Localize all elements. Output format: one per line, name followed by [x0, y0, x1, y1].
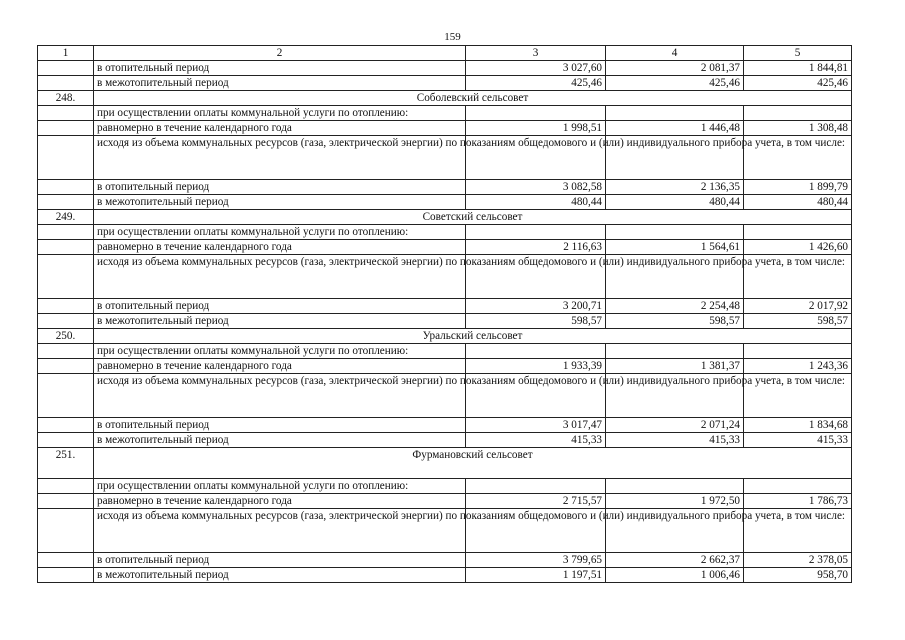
value-cell: 1 564,61	[606, 240, 744, 255]
row-label: в межотопительный период	[94, 195, 466, 210]
value-cell: 1 308,48	[744, 121, 852, 136]
value-cell: 415,33	[606, 433, 744, 448]
table-row	[38, 359, 852, 374]
value-cell: 3 027,60	[466, 61, 606, 76]
table-row	[38, 344, 852, 359]
row-label: в межотопительный период	[94, 314, 466, 329]
value-cell: 3 017,47	[466, 418, 606, 433]
table-row	[38, 225, 852, 240]
tariff-table	[37, 45, 852, 583]
value-cell: 415,33	[466, 433, 606, 448]
value-cell: 958,70	[744, 568, 852, 583]
row-label: исходя из объема коммунальных ресурсов (газа, электрической энергии) по показаниям общедомового и (или) индивидуального прибора учета, в том числе:	[94, 374, 466, 418]
section-header-row	[38, 448, 852, 479]
value-cell: 1 381,37	[606, 359, 744, 374]
value-cell: 2 378,05	[744, 553, 852, 568]
table-row	[38, 76, 852, 91]
table-row	[38, 418, 852, 433]
value-cell: 1 197,51	[466, 568, 606, 583]
table-row	[38, 433, 852, 448]
value-cell: 480,44	[744, 195, 852, 210]
table-row	[38, 180, 852, 195]
value-cell: 598,57	[606, 314, 744, 329]
column-header-1: 1	[38, 46, 94, 61]
value-cell: 3 082,58	[466, 180, 606, 195]
value-cell: 425,46	[606, 76, 744, 91]
value-cell: 1 786,73	[744, 494, 852, 509]
row-label: равномерно в течение календарного года	[94, 240, 466, 255]
row-label: при осуществлении оплаты коммунальной услуги по отоплению:	[94, 479, 466, 494]
value-cell: 598,57	[744, 314, 852, 329]
value-cell: 1 844,81	[744, 61, 852, 76]
value-cell: 2 116,63	[466, 240, 606, 255]
row-label: при осуществлении оплаты коммунальной услуги по отоплению:	[94, 225, 466, 240]
page-number: 159	[444, 31, 461, 43]
row-label: в отопительный период	[94, 418, 466, 433]
section-header-row	[38, 210, 852, 225]
row-label: в отопительный период	[94, 299, 466, 314]
row-label: исходя из объема коммунальных ресурсов (газа, электрической энергии) по показаниям общедомового и (или) индивидуального прибора учета, в том числе:	[94, 136, 466, 180]
row-label: при осуществлении оплаты коммунальной услуги по отоплению:	[94, 106, 466, 121]
value-cell: 415,33	[744, 433, 852, 448]
section-number: 250.	[38, 329, 94, 344]
table-row	[38, 121, 852, 136]
table-row	[38, 240, 852, 255]
column-header-2: 2	[94, 46, 466, 61]
table-row	[38, 509, 852, 553]
value-cell: 1 899,79	[744, 180, 852, 195]
section-header-row	[38, 91, 852, 106]
value-cell: 3 200,71	[466, 299, 606, 314]
row-label: исходя из объема коммунальных ресурсов (газа, электрической энергии) по показаниям общедомового и (или) индивидуального прибора учета, в том числе:	[94, 255, 466, 299]
table-row	[38, 314, 852, 329]
row-label: в отопительный период	[94, 553, 466, 568]
value-cell: 1 426,60	[744, 240, 852, 255]
row-label: в межотопительный период	[94, 433, 466, 448]
column-header-4: 4	[606, 46, 744, 61]
row-label: в отопительный период	[94, 180, 466, 195]
table-row	[38, 61, 852, 76]
table-row	[38, 374, 852, 418]
value-cell: 2 071,24	[606, 418, 744, 433]
row-label: равномерно в течение календарного года	[94, 494, 466, 509]
table-row	[38, 136, 852, 180]
value-cell: 3 799,65	[466, 553, 606, 568]
value-cell: 1 006,46	[606, 568, 744, 583]
section-title: Советский сельсовет	[94, 210, 852, 225]
row-label: в межотопительный период	[94, 76, 466, 91]
row-label: в межотопительный период	[94, 568, 466, 583]
section-number: 249.	[38, 210, 94, 225]
value-cell: 425,46	[466, 76, 606, 91]
value-cell: 1 972,50	[606, 494, 744, 509]
column-header-5: 5	[744, 46, 852, 61]
section-number: 251.	[38, 448, 94, 479]
value-cell: 1 933,39	[466, 359, 606, 374]
table-row	[38, 255, 852, 299]
section-title: Фурмановский сельсовет	[94, 448, 852, 479]
value-cell: 2 136,35	[606, 180, 744, 195]
table-row	[38, 568, 852, 583]
table-row	[38, 494, 852, 509]
value-cell: 2 715,57	[466, 494, 606, 509]
row-label: в отопительный период	[94, 61, 466, 76]
value-cell: 1 446,48	[606, 121, 744, 136]
row-label: равномерно в течение календарного года	[94, 121, 466, 136]
value-cell: 425,46	[744, 76, 852, 91]
value-cell: 2 017,92	[744, 299, 852, 314]
value-cell: 480,44	[466, 195, 606, 210]
value-cell: 2 254,48	[606, 299, 744, 314]
column-header-3: 3	[466, 46, 606, 61]
section-title: Уральский сельсовет	[94, 329, 852, 344]
value-cell: 1 243,36	[744, 359, 852, 374]
section-title: Соболевский сельсовет	[94, 91, 852, 106]
value-cell: 1 834,68	[744, 418, 852, 433]
section-number: 248.	[38, 91, 94, 106]
value-cell: 2 662,37	[606, 553, 744, 568]
row-label: равномерно в течение календарного года	[94, 359, 466, 374]
table-row	[38, 553, 852, 568]
table-row	[38, 106, 852, 121]
table-row	[38, 195, 852, 210]
value-cell: 598,57	[466, 314, 606, 329]
value-cell: 480,44	[606, 195, 744, 210]
value-cell: 2 081,37	[606, 61, 744, 76]
value-cell: 1 998,51	[466, 121, 606, 136]
row-label: при осуществлении оплаты коммунальной услуги по отоплению:	[94, 344, 466, 359]
table-row	[38, 299, 852, 314]
column-header-row	[38, 46, 852, 61]
row-label: исходя из объема коммунальных ресурсов (газа, электрической энергии) по показаниям общедомового и (или) индивидуального прибора учета, в том числе:	[94, 509, 466, 553]
table-row	[38, 479, 852, 494]
section-header-row	[38, 329, 852, 344]
